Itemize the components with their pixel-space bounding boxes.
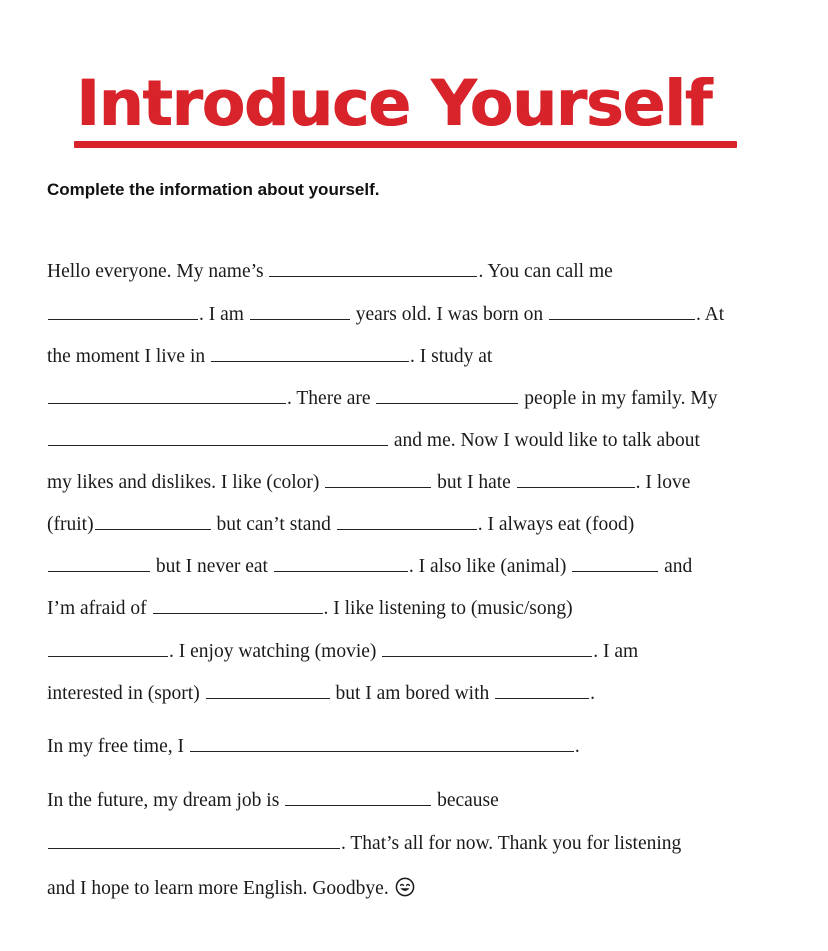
line-text: but can’t stand xyxy=(211,514,336,535)
sport-blank[interactable] xyxy=(206,697,330,699)
text-line-10 xyxy=(47,640,638,664)
title-underline xyxy=(74,141,737,148)
line-text: years old. I was born on xyxy=(350,304,548,325)
line-text: but I hate xyxy=(432,472,516,493)
line-text: I’m afraid of xyxy=(47,598,152,619)
line-text: Hello everyone. My name’s xyxy=(47,261,269,282)
line-text: but I am bored with xyxy=(330,683,495,704)
text-line-9 xyxy=(47,597,573,621)
text-line-14 xyxy=(47,832,681,856)
line-text: . I like listening to (music/song) xyxy=(323,598,573,619)
line-text: . xyxy=(590,683,596,704)
fruit-blank[interactable] xyxy=(95,528,211,530)
text-line-7 xyxy=(47,513,634,537)
line-text: In the future, my dream job is xyxy=(47,790,285,811)
text-line-13 xyxy=(47,789,499,813)
line-text: In my free time, I xyxy=(47,736,189,757)
line-text: . I love xyxy=(635,472,691,493)
line-text: . That’s all for now. Thank you for listening xyxy=(341,833,682,854)
text-line-8 xyxy=(47,555,692,579)
text-line-2 xyxy=(47,303,724,327)
cant-stand-blank[interactable] xyxy=(337,528,477,530)
line-text: . You can call me xyxy=(478,261,613,282)
bored-with-blank[interactable] xyxy=(495,697,589,699)
age-blank[interactable] xyxy=(250,318,350,320)
name-blank[interactable] xyxy=(269,275,477,277)
animal-blank[interactable] xyxy=(572,570,658,572)
text-line-11 xyxy=(47,682,595,706)
line-text: interested in (sport) xyxy=(47,683,205,704)
line-text: and xyxy=(659,556,693,577)
line-text: people in my family. My xyxy=(519,388,718,409)
residence-blank[interactable] xyxy=(211,360,409,362)
line-text: the moment I live in xyxy=(47,346,211,367)
smiley-face-icon xyxy=(395,877,415,897)
birthday-blank[interactable] xyxy=(549,318,695,320)
line-text: . xyxy=(574,736,580,757)
reason-blank[interactable] xyxy=(48,847,340,849)
line-text: and I hope to learn more English. Goodbye. xyxy=(47,878,389,899)
page-title: Introduce Yourself xyxy=(76,67,711,140)
line-text: but I never eat xyxy=(151,556,273,577)
line-text: . I also like (animal) xyxy=(408,556,572,577)
afraid-of-blank[interactable] xyxy=(153,612,323,614)
music-blank[interactable] xyxy=(48,655,168,657)
line-text: . I enjoy watching (movie) xyxy=(169,641,382,662)
text-line-1 xyxy=(47,260,613,284)
line-text: and me. Now I would like to talk about xyxy=(389,430,700,451)
line-text: . There are xyxy=(287,388,376,409)
free-time-blank[interactable] xyxy=(190,750,574,752)
line-text: . I am xyxy=(199,304,249,325)
text-line-3 xyxy=(47,345,492,369)
nickname-blank[interactable] xyxy=(48,318,198,320)
text-line-6 xyxy=(47,471,690,495)
line-text: because xyxy=(432,790,499,811)
text-line-15 xyxy=(47,877,415,901)
instruction-text: Complete the information about yourself. xyxy=(47,180,380,199)
line-text: . I am xyxy=(593,641,639,662)
movie-blank[interactable] xyxy=(382,655,592,657)
line-text: . I always eat (food) xyxy=(477,514,635,535)
family-members-blank[interactable] xyxy=(48,444,388,446)
line-text: my likes and dislikes. I like (color) xyxy=(47,472,325,493)
line-text: . At xyxy=(695,304,725,325)
school-blank[interactable] xyxy=(48,402,286,404)
line-text: (fruit) xyxy=(47,514,94,535)
text-line-4 xyxy=(47,387,717,411)
text-line-5 xyxy=(47,429,700,453)
never-eat-blank[interactable] xyxy=(274,570,408,572)
color-blank[interactable] xyxy=(325,486,431,488)
line-text: . I study at xyxy=(410,346,493,367)
hate-blank[interactable] xyxy=(517,486,635,488)
text-line-12 xyxy=(47,735,580,759)
family-count-blank[interactable] xyxy=(376,402,518,404)
dream-job-blank[interactable] xyxy=(285,804,431,806)
food-blank[interactable] xyxy=(48,570,150,572)
